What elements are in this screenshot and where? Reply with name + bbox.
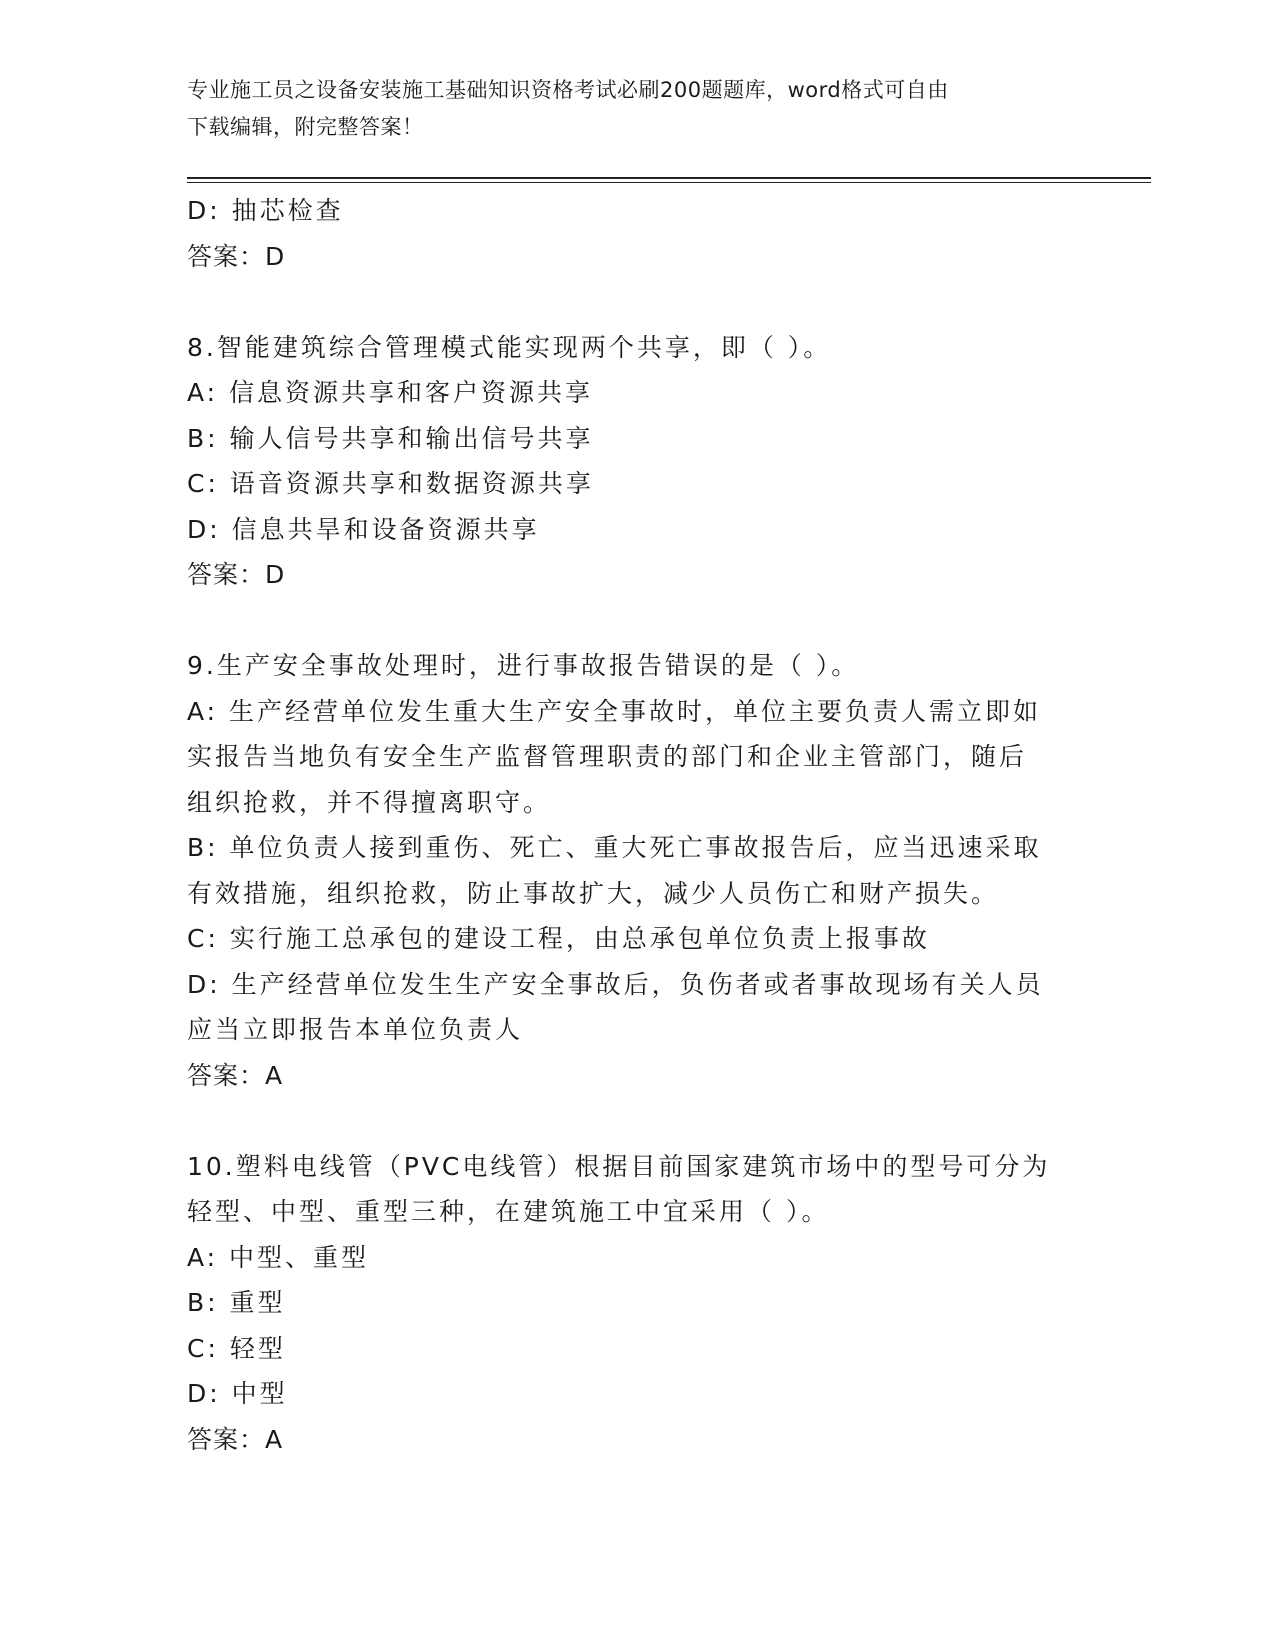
option-b-line-1: B: 单位负责人接到重伤、死亡、重大死亡事故报告后，应当迅速采取 [187, 833, 1042, 862]
question-7-tail [187, 188, 1087, 279]
option-a-line-1: A: 生产经营单位发生重大生产安全事故时，单位主要负责人需立即如 [187, 696, 1042, 726]
header-line-1: 专业施工员之设备安装施工基础知识资格考试必刷200题题库，word格式可自由 [187, 78, 949, 102]
answer: 答案：D [187, 560, 286, 589]
answer: 答案：D [187, 241, 286, 271]
header-line-2: 下载编辑，附完整答案！ [187, 115, 424, 139]
question-stem-line-2: 轻型、中型、重型三种，在建筑施工中宜采用（ ）。 [187, 1197, 830, 1226]
option-b-line-2: 有效措施，组织抢救，防止事故扩大，减少人员伤亡和财产损失。 [187, 878, 1000, 908]
option-c: C: 实行施工总承包的建设工程，由总承包单位负责上报事故 [187, 924, 930, 953]
option-d: D: 中型 [187, 1379, 288, 1408]
option-a-line-3: 组织抢救，并不得擅离职守。 [187, 787, 552, 817]
question-10 [187, 1144, 1087, 1463]
question-stem: 9.生产安全事故处理时，进行事故报告错误的是（ ）。 [187, 651, 860, 680]
answer: 答案：A [187, 1060, 284, 1090]
header-divider-thin [187, 182, 1151, 183]
option-d: D: 信息共旱和设备资源共享 [187, 514, 540, 544]
spacer [187, 279, 1087, 325]
option-c: C: 语音资源共享和数据资源共享 [187, 469, 594, 498]
question-8 [187, 325, 1087, 598]
option-a-line-2: 实报告当地负有安全生产监督管理职责的部门和企业主管部门，随后 [187, 742, 1028, 771]
option-b: B: 输人信号共享和输出信号共享 [187, 423, 594, 453]
spacer [187, 598, 1087, 644]
question-stem-line-1: 10.塑料电线管（PVC电线管）根据目前国家建筑市场中的型号可分为 [187, 1151, 1051, 1181]
document-header [187, 72, 1087, 146]
spacer [187, 1098, 1087, 1144]
header-divider-thick [187, 177, 1151, 179]
answer: 答案：A [187, 1424, 284, 1454]
option-a: A: 中型、重型 [187, 1242, 370, 1272]
option-d-line-1: D: 生产经营单位发生生产安全事故后，负伤者或者事故现场有关人员 [187, 969, 1044, 999]
option-c: C: 轻型 [187, 1333, 286, 1363]
question-9 [187, 643, 1087, 1098]
question-content [187, 188, 1087, 1462]
option-b: B: 重型 [187, 1288, 286, 1317]
option-d-line-2: 应当立即报告本单位负责人 [187, 1015, 524, 1044]
option-d: D: 抽芯检查 [187, 196, 344, 225]
question-stem: 8.智能建筑综合管理模式能实现两个共享，即（ ）。 [187, 332, 832, 362]
option-a: A: 信息资源共享和客户资源共享 [187, 378, 594, 407]
